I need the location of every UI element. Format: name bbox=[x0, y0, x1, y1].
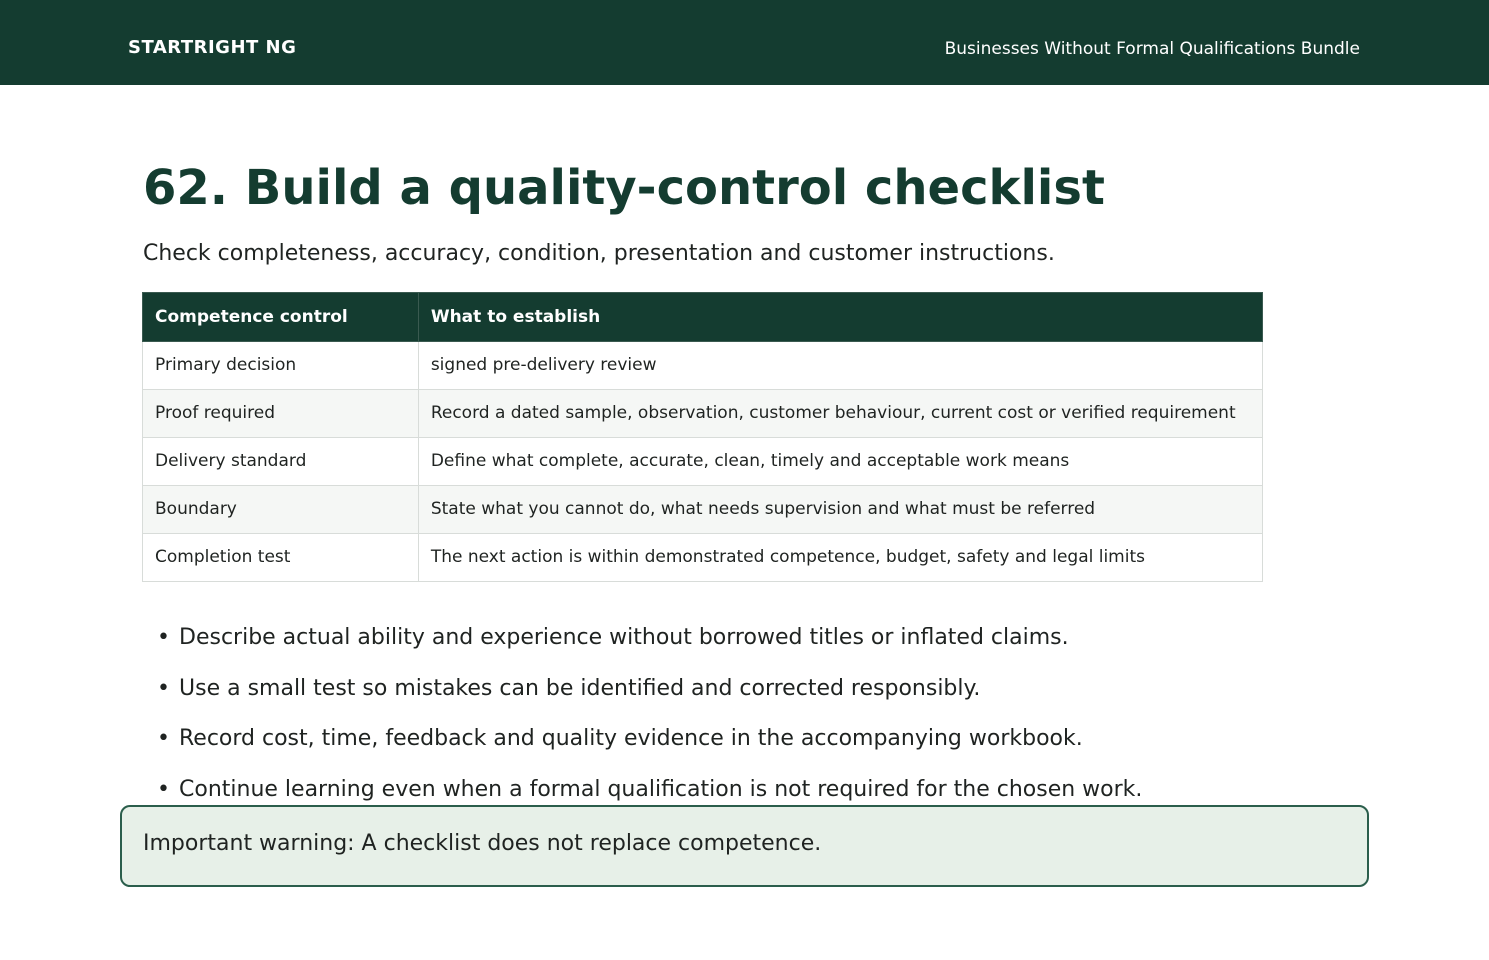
table-row bbox=[143, 534, 1263, 582]
table-row bbox=[143, 342, 1263, 390]
bullet-icon: • bbox=[157, 625, 170, 650]
bullet-icon: • bbox=[157, 675, 170, 701]
table-header-row bbox=[143, 293, 1263, 342]
table-cell: Proof required bbox=[143, 390, 419, 438]
column-header: What to establish bbox=[418, 293, 1262, 342]
warning-box bbox=[120, 805, 1369, 887]
table-row bbox=[143, 390, 1263, 438]
page-title: 62. Build a quality-control checklist bbox=[143, 160, 1105, 216]
competence-table bbox=[142, 292, 1263, 582]
list-item bbox=[157, 624, 1142, 675]
bullet-text: Continue learning even when a formal qualification is not required for the chosen work. bbox=[179, 776, 1143, 802]
table-cell: The next action is within demonstrated competence, budget, safety and legal limits bbox=[418, 534, 1262, 582]
top-bar bbox=[0, 0, 1489, 85]
table-cell: Define what complete, accurate, clean, timely and acceptable work means bbox=[418, 438, 1262, 486]
list-item bbox=[157, 675, 1142, 726]
brand-name: STARTRIGHT NG bbox=[128, 37, 297, 58]
table-cell: Record a dated sample, observation, customer behaviour, current cost or verified requirement bbox=[418, 390, 1262, 438]
table-cell: Boundary bbox=[143, 486, 419, 534]
table-cell: signed pre-delivery review bbox=[418, 342, 1262, 390]
bullet-list bbox=[157, 624, 1142, 826]
table-row bbox=[143, 438, 1263, 486]
bullet-icon: • bbox=[157, 726, 170, 751]
bullet-icon: • bbox=[157, 776, 170, 802]
bullet-text: Record cost, time, feedback and quality evidence in the accompanying workbook. bbox=[179, 726, 1083, 751]
bullet-text: Use a small test so mistakes can be identified and corrected responsibly. bbox=[179, 675, 981, 701]
table-row bbox=[143, 486, 1263, 534]
table-cell: State what you cannot do, what needs supervision and what must be referred bbox=[418, 486, 1262, 534]
bullet-text: Describe actual ability and experience without borrowed titles or inflated claims. bbox=[179, 625, 1069, 650]
page-subtitle: Check completeness, accuracy, condition, presentation and customer instructions. bbox=[143, 241, 1055, 266]
column-header: Competence control bbox=[143, 293, 419, 342]
table-cell: Delivery standard bbox=[143, 438, 419, 486]
table-cell: Completion test bbox=[143, 534, 419, 582]
bundle-name: Businesses Without Formal Qualifications Bundle bbox=[944, 39, 1360, 59]
warning-text: Important warning: A checklist does not replace competence. bbox=[143, 831, 822, 856]
table-cell: Primary decision bbox=[143, 342, 419, 390]
list-item bbox=[157, 725, 1142, 776]
